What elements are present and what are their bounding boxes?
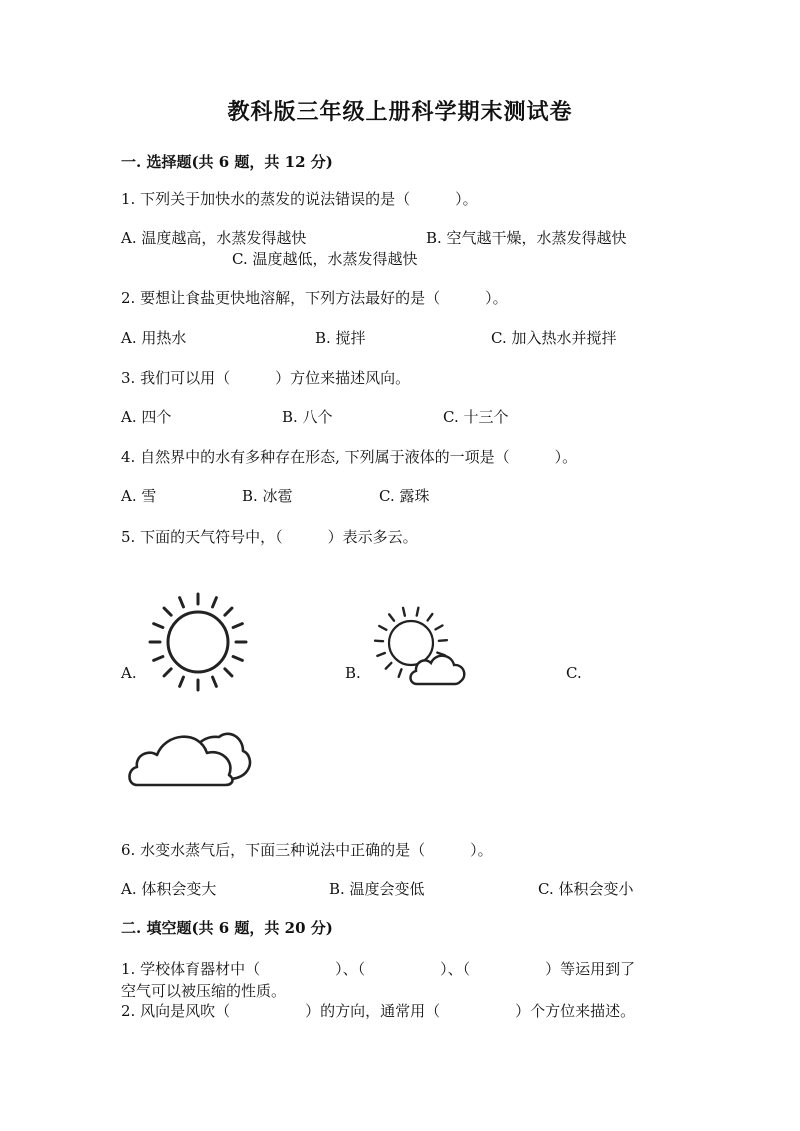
sun-ray — [233, 624, 242, 628]
question-5-option-a: A. — [121, 664, 137, 682]
sun-ray — [164, 608, 171, 615]
question-1-option-c: C. 温度越低，水蒸发得越快 — [232, 250, 418, 268]
sun-ray — [164, 669, 171, 676]
question-2-option-a: A. 用热水 — [121, 329, 187, 347]
question-6-option-b: B. 温度会变低 — [329, 880, 425, 898]
sun-ray — [225, 608, 232, 615]
sun-ray — [386, 663, 392, 669]
question-5-option-b: B. — [345, 664, 361, 682]
question-5-stem: 5. 下面的天气符号中，（ ）表示多云。 — [121, 528, 418, 546]
sun-ray — [180, 677, 184, 686]
sun-ray — [233, 657, 242, 661]
sun-ray — [213, 598, 217, 607]
sun-ray — [154, 624, 163, 628]
sun-ray — [180, 598, 184, 607]
sunny-icon — [140, 585, 260, 705]
question-4-option-c: C. 露珠 — [379, 487, 430, 505]
question-2-option-c: C. 加入热水并搅拌 — [491, 329, 617, 347]
sun-ray — [379, 626, 386, 630]
page-title: 教科版三年级上册科学期末测试卷 — [227, 99, 573, 125]
section-heading-fill-blank: 二. 填空题(共 6 题，共 20 分) — [121, 919, 333, 937]
sun-ray — [403, 608, 405, 616]
sun-ray — [399, 669, 402, 677]
question-6-stem: 6. 水变水蒸气后，下面三种说法中正确的是（ ）。 — [121, 841, 493, 859]
question-6-option-a: A. 体积会变大 — [121, 880, 217, 898]
section-heading-choice: 一. 选择题(共 6 题，共 12 分) — [121, 153, 333, 171]
partly-cloudy-icon — [365, 595, 475, 695]
question-3-option-b: B. 八个 — [282, 408, 333, 426]
sun-ray — [389, 614, 394, 620]
question-2-option-b: B. 搅拌 — [315, 329, 366, 347]
sun-ray — [417, 608, 419, 616]
sun-ray — [375, 641, 383, 642]
question-1-option-a: A. 温度越高，水蒸发得越快 — [121, 229, 307, 247]
sun-ray — [428, 614, 433, 620]
question-4-stem: 4. 自然界中的水有多种存在形态, 下列属于液体的一项是（ ）。 — [121, 448, 578, 466]
question-4-option-a: A. 雪 — [121, 487, 157, 505]
sun-ray — [377, 653, 384, 656]
question-2-stem: 2. 要想让食盐更快地溶解，下列方法最好的是（ ）。 — [121, 289, 508, 307]
question-5-option-c: C. — [566, 664, 582, 682]
question-3-option-a: A. 四个 — [121, 408, 172, 426]
fill-question-1-line-1: 1. 学校体育器材中（ ）、（ ）、（ ）等运用到了 — [121, 960, 636, 978]
cloudy-icon — [125, 725, 255, 790]
question-3-option-c: C. 十三个 — [443, 408, 509, 426]
question-3-stem: 3. 我们可以用（ ）方位来描述风向。 — [121, 369, 411, 387]
sun-ray — [435, 625, 442, 629]
sun-ray — [213, 677, 217, 686]
fill-question-1-line-2: 空气可以被压缩的性质。 — [121, 982, 287, 1000]
sun-ray — [225, 669, 232, 676]
question-1-option-b: B. 空气越干燥，水蒸发得越快 — [426, 229, 627, 247]
question-6-option-c: C. 体积会变小 — [538, 880, 634, 898]
question-4-option-b: B. 冰雹 — [242, 487, 293, 505]
question-1-stem: 1. 下列关于加快水的蒸发的说法错误的是（ ）。 — [121, 190, 478, 208]
fill-question-2-stem: 2. 风向是风吹（ ）的方向，通常用（ ）个方位来描述。 — [121, 1002, 636, 1020]
sun-ray — [439, 640, 447, 641]
sun-ray — [154, 657, 163, 661]
